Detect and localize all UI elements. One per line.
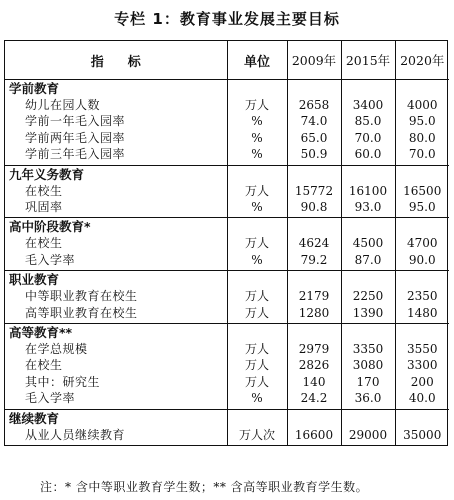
table-row [5, 305, 449, 324]
section-name: 继续教育 [5, 409, 227, 427]
value-2020: 95.0 [408, 200, 436, 215]
section-header-row [5, 271, 449, 289]
section-header-row [5, 165, 449, 183]
table-row [5, 235, 449, 251]
section-name: 九年义务教育 [5, 165, 227, 183]
table-row [5, 199, 449, 218]
section-empty-cell [227, 218, 287, 236]
section-empty-cell [287, 324, 341, 342]
value-2009: 2658 [287, 97, 341, 113]
section-name: 职业教育 [5, 271, 227, 289]
section-empty-cell [395, 218, 449, 236]
value-2020: 80.0 [408, 130, 436, 145]
value-2020: 4700 [406, 236, 438, 251]
section-empty-cell [227, 165, 287, 183]
value-2015: 87.0 [341, 252, 395, 271]
header-unit: 单位 [227, 41, 287, 80]
table-row [5, 374, 449, 390]
value-2015: 16100 [341, 183, 395, 199]
header-indicator: 指标 [5, 41, 227, 80]
table-body [5, 80, 449, 446]
value-2009: 24.2 [287, 390, 341, 409]
section-empty-cell [227, 80, 287, 98]
indicator-label: 学前一年毛入园率 [5, 113, 227, 129]
section-empty-cell [341, 80, 395, 98]
value-2020: 40.0 [408, 391, 436, 406]
indicator-label: 中等职业教育在校生 [5, 288, 227, 304]
value-2020: 4000 [406, 98, 438, 112]
unit-cell: 万人 [227, 183, 287, 199]
section-name: 高等教育** [5, 324, 227, 342]
value-2020: 1480 [406, 305, 438, 320]
value-2009: 15772 [287, 183, 341, 199]
value-2015: 170 [341, 374, 395, 390]
section-empty-cell [395, 324, 449, 342]
value-2020: 95.0 [408, 114, 436, 129]
section-empty-cell [287, 165, 341, 183]
unit-cell: 万人 [227, 357, 287, 373]
unit-cell: % [227, 130, 287, 146]
value-2020: 200 [410, 374, 434, 389]
indicator-label: 学前三年毛入园率 [5, 146, 227, 165]
section-empty-cell [395, 409, 449, 427]
value-2009: 2826 [287, 357, 341, 373]
section-empty-cell [287, 409, 341, 427]
value-2009: 50.9 [287, 146, 341, 165]
section-header-row [5, 218, 449, 236]
targets-table [5, 41, 449, 445]
value-2009: 2179 [287, 288, 341, 304]
section-empty-cell [227, 324, 287, 342]
section-empty-cell [395, 80, 449, 98]
indicator-label: 在学总规模 [5, 341, 227, 357]
indicator-label: 毛入学率 [5, 252, 227, 271]
value-2009: 4624 [287, 235, 341, 251]
table-row [5, 252, 449, 271]
unit-cell: 万人 [227, 341, 287, 357]
section-empty-cell [395, 165, 449, 183]
unit-cell: 万人 [227, 97, 287, 113]
value-2009: 65.0 [287, 130, 341, 146]
section-name: 学前教育 [5, 80, 227, 98]
section-empty-cell [341, 324, 395, 342]
indicator-label: 在校生 [5, 357, 227, 373]
value-2015: 36.0 [341, 390, 395, 409]
section-header-row [5, 409, 449, 427]
table-row [5, 427, 449, 445]
section-empty-cell [287, 80, 341, 98]
unit-cell: 万人 [227, 305, 287, 324]
value-2015: 60.0 [341, 146, 395, 165]
value-2009: 1280 [287, 305, 341, 324]
value-2009: 74.0 [287, 113, 341, 129]
indicator-label: 从业人员继续教育 [5, 427, 227, 445]
value-2015: 85.0 [341, 113, 395, 129]
unit-cell: 万人 [227, 374, 287, 390]
section-empty-cell [227, 271, 287, 289]
unit-cell: 万人 [227, 288, 287, 304]
section-empty-cell [341, 165, 395, 183]
header-row [5, 41, 449, 80]
value-2020: 35000 [403, 427, 442, 442]
value-2015: 1390 [341, 305, 395, 324]
table-row [5, 357, 449, 373]
indicator-label: 其中：研究生 [5, 374, 227, 390]
value-2009: 90.8 [287, 199, 341, 218]
value-2015: 70.0 [341, 130, 395, 146]
table-row [5, 390, 449, 409]
header-year-2015: 2015年 [341, 41, 395, 80]
unit-cell: 万人 [227, 235, 287, 251]
section-empty-cell [341, 218, 395, 236]
value-2020: 90.0 [408, 252, 436, 267]
section-empty-cell [341, 271, 395, 289]
indicator-label: 幼儿在园人数 [5, 97, 227, 113]
table-row [5, 113, 449, 129]
value-2009: 16600 [287, 427, 341, 445]
value-2020: 2350 [406, 289, 438, 304]
value-2015: 2250 [341, 288, 395, 304]
value-2015: 4500 [341, 235, 395, 251]
value-2015: 3400 [341, 97, 395, 113]
section-empty-cell [287, 271, 341, 289]
header-year-2020: 2020年 [395, 41, 449, 80]
value-2015: 29000 [341, 427, 395, 445]
page-title: 专栏 1：教育事业发展主要目标 [114, 10, 340, 28]
value-2020: 16500 [403, 183, 442, 198]
section-empty-cell [287, 218, 341, 236]
unit-cell: % [227, 113, 287, 129]
unit-cell: 万人次 [227, 427, 287, 445]
section-name: 高中阶段教育* [5, 218, 227, 236]
section-header-row [5, 80, 449, 98]
table-row [5, 97, 449, 113]
table-row [5, 288, 449, 304]
unit-cell: % [227, 146, 287, 165]
value-2009: 140 [287, 374, 341, 390]
header-year-2009: 2009年 [287, 41, 341, 80]
unit-cell: % [227, 199, 287, 218]
indicator-label: 在校生 [5, 183, 227, 199]
section-empty-cell [227, 409, 287, 427]
section-empty-cell [341, 409, 395, 427]
footnote: 注：* 含中等职业教育学生数；** 含高等职业教育学生数。 [40, 480, 369, 494]
unit-cell: % [227, 390, 287, 409]
unit-cell: % [227, 252, 287, 271]
indicator-label: 学前两年毛入园率 [5, 130, 227, 146]
section-header-row [5, 324, 449, 342]
table-row [5, 130, 449, 146]
indicator-label: 在校生 [5, 235, 227, 251]
value-2015: 3080 [341, 357, 395, 373]
value-2020: 70.0 [408, 147, 436, 162]
table-row [5, 183, 449, 199]
table-row [5, 341, 449, 357]
indicator-label: 毛入学率 [5, 390, 227, 409]
education-targets-table [4, 40, 448, 446]
value-2009: 2979 [287, 341, 341, 357]
value-2015: 3350 [341, 341, 395, 357]
value-2020: 3550 [406, 342, 438, 357]
table-row [5, 146, 449, 165]
value-2020: 3300 [406, 358, 438, 373]
value-2009: 79.2 [287, 252, 341, 271]
indicator-label: 巩固率 [5, 199, 227, 218]
section-empty-cell [395, 271, 449, 289]
indicator-label: 高等职业教育在校生 [5, 305, 227, 324]
value-2015: 93.0 [341, 199, 395, 218]
